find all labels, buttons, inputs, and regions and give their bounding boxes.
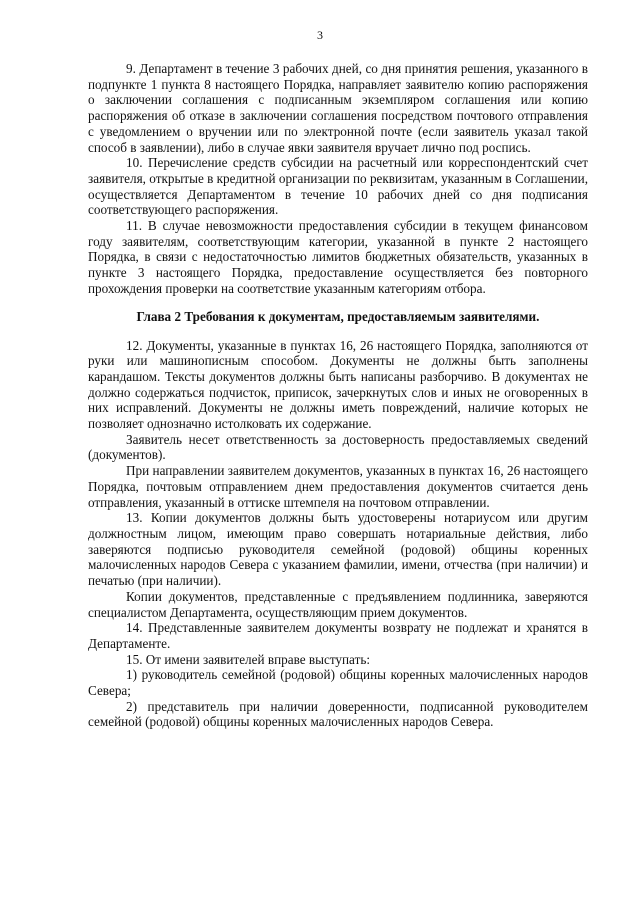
page-number: 3 (317, 28, 323, 42)
paragraph-12-postal: При направлении заявителем документов, указанных в пунктах 16, 26 настоящего Порядка, почтовым отправлением днем предоставления документов считается день отправления, указанный в оттиске штемпеля на почтовом отправлении. (88, 463, 588, 510)
paragraph-12-responsibility: Заявитель несет ответственность за достоверность предоставляемых сведений (документов). (88, 431, 588, 463)
paragraph-13-copies: Копии документов, представленные с предъявлением подлинника, заверяются специалистом Департамента, осуществляющим прием документов. (88, 588, 588, 620)
paragraph-9: 9. Департамент в течение 3 рабочих дней, со дня принятия решения, указанного в подпункте 1 пункта 8 настоящего Порядка, направляет заявителю копию распоряжения о заключении соглашения с подписанным экземпляром соглашения или копию распоряжения об отказе в заключении соглашения посредством почтового отправления с уведомлением о вручении или по электронной почте (если заявитель указал такой способ в заявлении), либо в случае явки заявителя вручает лично под роспись. (88, 61, 588, 155)
chapter-heading: Глава 2 Требования к документам, предоставляемым заявителями. (136, 308, 540, 324)
paragraph-14: 14. Представленные заявителем документы возврату не подлежат и хранятся в Департаменте. (88, 620, 588, 651)
paragraph-12: 12. Документы, указанные в пунктах 16, 26 настоящего Порядка, заполняются от руки или машинописным способом. Документы не должны быть заполнены карандашом. Тексты документов должны быть написаны разборчиво. В документах не должно содержаться подчисток, приписок, зачеркнутых слов и иных не оговоренных в них исправлений. Документы не должны иметь повреждений, наличие которых не позволяет однозначно истолковать их содержание. (88, 337, 588, 432)
paragraph-15-item-1: 1) руководитель семейной (родовой) общины коренных малочисленных народов Севера; (88, 667, 588, 699)
paragraph-10: 10. Перечисление средств субсидии на расчетный или корреспондентский счет заявителя, открытые в кредитной организации по реквизитам, указанным в Соглашении, осуществляется Департаментом в течение 10 рабочих дней со дня подписания соответствующего распоряжения. (88, 155, 588, 218)
paragraph-15: 15. От имени заявителей вправе выступать: (126, 651, 371, 667)
document-body (88, 61, 588, 730)
paragraph-11: 11. В случае невозможности предоставления субсидии в текущем финансовом году заявителям, соответствующим категории, указанной в пункте 2 настоящего Порядка, в связи с недостаточностью лимитов бюджетных обязательств, указанных в пункте 3 настоящего Порядка, предоставление осуществляется без повторного прохождения проверки на соответствие указанным категориям отбора. (88, 218, 588, 296)
paragraph-15-item-2: 2) представитель при наличии доверенности, подписанной руководителем семейной (родовой) общины коренных малочисленных народов Севера. (88, 698, 588, 730)
paragraph-13: 13. Копии документов должны быть удостоверены нотариусом или другим должностным лицом, имеющим право совершать нотариальные действия, либо заверяются подписью руководителя семейной (родовой) общины коренных малочисленных народов Севера с указанием фамилии, имени, отчества (при наличии) и печатью (при наличии). (88, 510, 588, 589)
